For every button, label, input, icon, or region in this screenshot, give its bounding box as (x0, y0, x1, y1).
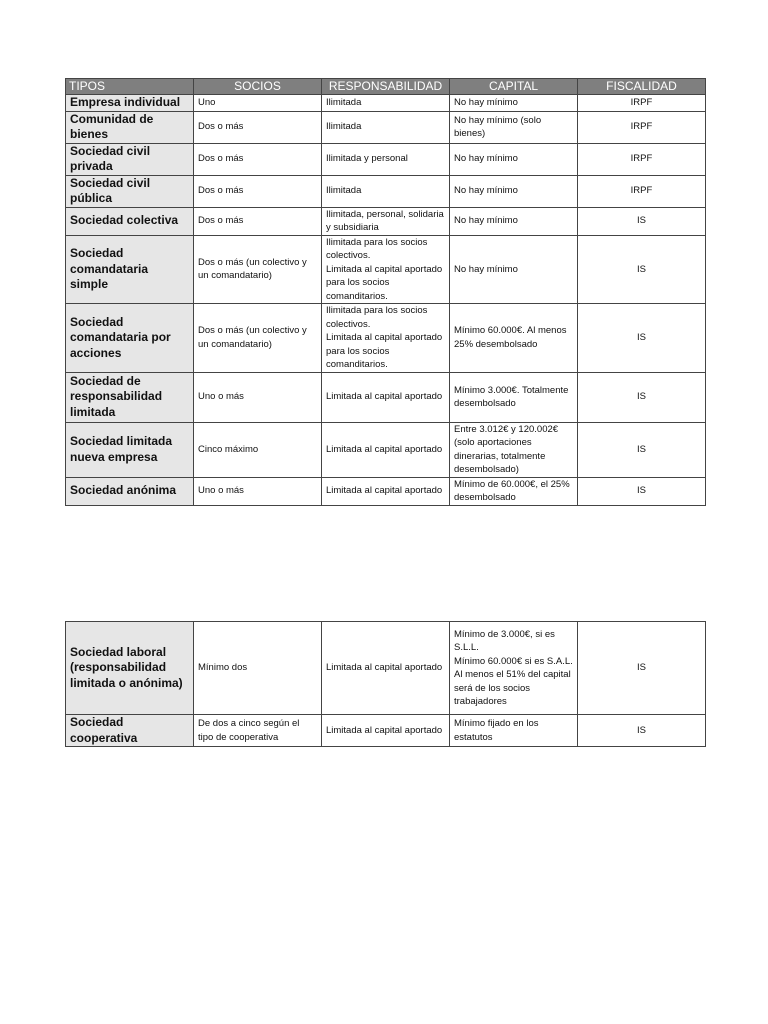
cell-fiscalidad: IS (578, 304, 706, 373)
table-row (66, 422, 706, 477)
cell-responsabilidad: Ilimitada para los socios colectivos. Limitada al capital aportado para los socios comanditarios. (322, 235, 450, 304)
cell-socios: De dos a cinco según el tipo de cooperativa (194, 715, 322, 747)
cell-responsabilidad: Limitada al capital aportado (322, 372, 450, 422)
cell-capital: Mínimo fijado en los estatutos (450, 715, 578, 747)
cell-responsabilidad: Ilimitada, personal, solidaria y subsidiaria (322, 207, 450, 235)
cell-responsabilidad: Ilimitada y personal (322, 143, 450, 175)
cell-tipo: Sociedad colectiva (66, 207, 194, 235)
table-row (66, 175, 706, 207)
cell-capital: No hay mínimo (450, 207, 578, 235)
cell-capital: No hay mínimo (450, 143, 578, 175)
table-row (66, 235, 706, 304)
cell-capital: No hay mínimo (450, 235, 578, 304)
cell-capital: Mínimo de 3.000€, si es S.L.L. Mínimo 60.000€ si es S.A.L. Al menos el 51% del capital será de los socios trabajadores (450, 622, 578, 715)
cell-tipo: Sociedad cooperativa (66, 715, 194, 747)
cell-socios: Uno o más (194, 477, 322, 505)
cell-tipo: Sociedad laboral (responsabilidad limitada o anónima) (66, 622, 194, 715)
cell-fiscalidad: IS (578, 372, 706, 422)
table-row (66, 207, 706, 235)
cell-tipo: Comunidad de bienes (66, 111, 194, 143)
table-row (66, 622, 706, 715)
table-row (66, 304, 706, 373)
table-row (66, 143, 706, 175)
cell-socios: Uno o más (194, 372, 322, 422)
cell-tipo: Sociedad de responsabilidad limitada (66, 372, 194, 422)
main-table (65, 78, 706, 506)
main-table-body (66, 95, 706, 506)
secondary-table-body (66, 622, 706, 747)
secondary-table (65, 621, 706, 747)
table-row (66, 95, 706, 112)
cell-responsabilidad: Ilimitada (322, 175, 450, 207)
header-row (66, 79, 706, 95)
table-row (66, 111, 706, 143)
cell-responsabilidad: Ilimitada para los socios colectivos. Limitada al capital aportado para los socios comanditarios. (322, 304, 450, 373)
cell-capital: Mínimo 60.000€. Al menos 25% desembolsado (450, 304, 578, 373)
table-row (66, 372, 706, 422)
cell-fiscalidad: IS (578, 715, 706, 747)
cell-socios: Dos o más (194, 143, 322, 175)
cell-capital: No hay mínimo (450, 175, 578, 207)
cell-socios: Dos o más (194, 111, 322, 143)
cell-socios: Uno (194, 95, 322, 112)
cell-fiscalidad: IS (578, 422, 706, 477)
cell-tipo: Sociedad limitada nueva empresa (66, 422, 194, 477)
cell-tipo: Sociedad civil privada (66, 143, 194, 175)
header-responsabilidad: RESPONSABILIDAD (322, 79, 450, 95)
cell-socios: Mínimo dos (194, 622, 322, 715)
cell-capital: No hay mínimo (solo bienes) (450, 111, 578, 143)
cell-responsabilidad: Limitada al capital aportado (322, 477, 450, 505)
cell-tipo: Sociedad comandataria por acciones (66, 304, 194, 373)
cell-fiscalidad: IRPF (578, 111, 706, 143)
cell-capital: Entre 3.012€ y 120.002€ (solo aportaciones dinerarias, totalmente desembolsado) (450, 422, 578, 477)
cell-responsabilidad: Ilimitada (322, 111, 450, 143)
table-row (66, 715, 706, 747)
header-capital: CAPITAL (450, 79, 578, 95)
cell-capital: No hay mínimo (450, 95, 578, 112)
cell-responsabilidad: Limitada al capital aportado (322, 422, 450, 477)
table-row (66, 477, 706, 505)
cell-socios: Dos o más (un colectivo y un comandatario) (194, 304, 322, 373)
cell-fiscalidad: IRPF (578, 143, 706, 175)
cell-responsabilidad: Limitada al capital aportado (322, 715, 450, 747)
cell-responsabilidad: Limitada al capital aportado (322, 622, 450, 715)
cell-socios: Dos o más (194, 207, 322, 235)
cell-tipo: Sociedad anónima (66, 477, 194, 505)
cell-capital: Mínimo de 60.000€, el 25% desembolsado (450, 477, 578, 505)
header-fiscalidad: FISCALIDAD (578, 79, 706, 95)
cell-socios: Dos o más (un colectivo y un comandatario) (194, 235, 322, 304)
cell-tipo: Sociedad comandataria simple (66, 235, 194, 304)
cell-tipo: Sociedad civil pública (66, 175, 194, 207)
header-socios: SOCIOS (194, 79, 322, 95)
cell-socios: Dos o más (194, 175, 322, 207)
cell-fiscalidad: IRPF (578, 175, 706, 207)
cell-fiscalidad: IS (578, 207, 706, 235)
cell-fiscalidad: IRPF (578, 95, 706, 112)
cell-responsabilidad: Ilimitada (322, 95, 450, 112)
cell-socios: Cinco máximo (194, 422, 322, 477)
header-tipos: TIPOS (66, 79, 194, 95)
cell-tipo: Empresa individual (66, 95, 194, 112)
cell-capital: Mínimo 3.000€. Totalmente desembolsado (450, 372, 578, 422)
cell-fiscalidad: IS (578, 477, 706, 505)
cell-fiscalidad: IS (578, 622, 706, 715)
cell-fiscalidad: IS (578, 235, 706, 304)
